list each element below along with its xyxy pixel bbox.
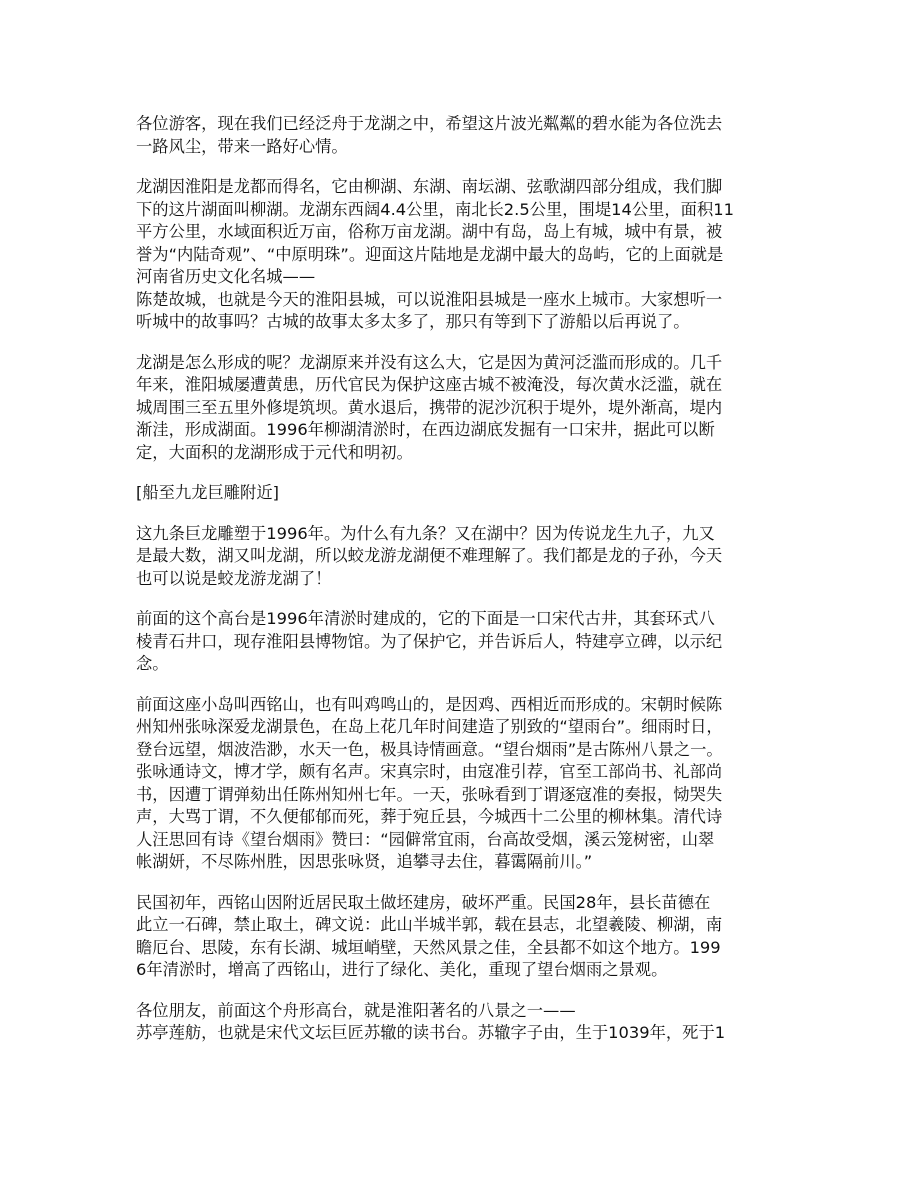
paragraph bbox=[136, 352, 786, 465]
text-line: 登台远望，烟波浩渺，水天一色，极具诗情画意。“望台烟雨”是古陈州八景之一。 bbox=[136, 739, 723, 759]
paragraph bbox=[136, 113, 786, 158]
text-line: 帐湖妍，不尽陈州胜，因思张咏贤，追攀寻去住，暮霭隔前川。” bbox=[136, 852, 593, 871]
paragraph bbox=[136, 608, 786, 676]
text-line: 龙湖是怎么形成的呢？龙湖原来并没有这么大，它是因为黄河泛滥而形成的。几千 bbox=[136, 352, 723, 372]
text-line: 声，大骂丁谓，不久便郁郁而死，葬于宛丘县，今城西十二公里的柳林集。清代诗 bbox=[136, 807, 723, 826]
text-line: 龙湖因淮阳是龙都而得名，它由柳湖、东湖、南坛湖、弦歌湖四部分组成，我们脚 bbox=[136, 177, 723, 196]
text-line: 6年清淤时，增高了西铭山，进行了绿化、美化，重现了望台烟雨之景观。 bbox=[136, 960, 668, 979]
text-line: 书，因遭丁谓弹劾出任陈州知州七年。一天，张咏看到丁谓逐寇准的奏报，恸哭失 bbox=[136, 784, 723, 804]
text-line: 民国初年，西铭山因附近居民取土做坯建房，破坏严重。民国28年，县长苗德在 bbox=[136, 892, 711, 912]
text-line: [船至九龙巨雕附近] bbox=[136, 483, 279, 502]
text-line: 各位朋友，前面这个舟形高台，就是淮阳著名的八景之一—— bbox=[136, 1000, 576, 1020]
text-line: 誉为“内陆奇观”、“中原明珠”。迎面这片陆地是龙湖中最大的岛屿，它的上面就是 bbox=[136, 244, 724, 264]
text-line: 陈楚故城，也就是今天的淮阳县城，可以说淮阳县城是一座水上城市。大家想听一 bbox=[136, 289, 723, 309]
text-line: 各位游客，现在我们已经泛舟于龙湖之中，希望这片波光粼粼的碧水能为各位洗去 bbox=[136, 114, 723, 133]
text-line: 年来，淮阳城屡遭黄患，历代官民为保护这座古城不被淹没，每次黄水泛滥，就在 bbox=[136, 375, 723, 394]
text-line: 此立一石碑，禁止取土，碑文说：此山半城半郭，载在县志，北望羲陵、柳湖，南 bbox=[136, 915, 723, 934]
text-line: 前面的这个高台是1996年清淤时建成的，它的下面是一口宋代古井，其套环式八 bbox=[136, 609, 715, 628]
text-line: 听城中的故事吗？古城的故事太多太多了，那只有等到下了游船以后再说了。 bbox=[136, 312, 690, 331]
text-line: 是最大数，湖又叫龙湖，所以蛟龙游龙湖便不难理解了。我们都是龙的子孙，今天 bbox=[136, 546, 723, 565]
text-line: 定，大面积的龙湖形成于元代和明初。 bbox=[136, 442, 413, 462]
text-line: 这九条巨龙雕塑于1996年。为什么有九条？又在湖中？因为传说龙生九子，九又 bbox=[136, 523, 715, 543]
text-line: 城周围三至五里外修堤筑坝。黄水退后，携带的泥沙沉积于堤外，堤外渐高，堤内 bbox=[136, 397, 723, 417]
paragraph bbox=[136, 523, 786, 591]
paragraph bbox=[136, 694, 786, 874]
text-line: 也可以说是蛟龙游龙湖了！ bbox=[136, 568, 332, 588]
text-line: 念。 bbox=[136, 654, 169, 673]
text-line: 前面这座小岛叫西铭山，也有叫鸡鸣山的，是因鸡、西相近而形成的。宋朝时候陈 bbox=[136, 694, 723, 714]
text-line: 苏亭莲舫，也就是宋代文坛巨匠苏辙的读书台。苏辙字子由，生于1039年，死于1 bbox=[136, 1023, 726, 1042]
text-line: 下的这片湖面叫柳湖。龙湖东西阔4.4公里，南北长2.5公里，围堤14公里，面积11 bbox=[136, 199, 734, 219]
text-line: 平方公里，水域面积近万亩，俗称万亩龙湖。湖中有岛，岛上有城，城中有景，被 bbox=[136, 222, 723, 241]
text-line: 张咏通诗文，博才学，颇有名声。宋真宗时，由寇准引荐，官至工部尚书、礼部尚 bbox=[136, 762, 723, 781]
text-line: 河南省历史文化名城—— bbox=[136, 267, 316, 286]
text-line: 州知州张咏深爱龙湖景色，在岛上花几年时间建造了别致的“望雨台”。细雨时日， bbox=[136, 717, 723, 736]
paragraph bbox=[136, 482, 786, 505]
paragraph bbox=[136, 1000, 786, 1045]
text-line: 瞻厄台、思陵，东有长湖、城垣峭壁，天然风景之佳，全县都不如这个地方。199 bbox=[136, 937, 721, 957]
document-page bbox=[136, 113, 786, 1063]
paragraph bbox=[136, 176, 786, 334]
text-line: 一路风尘，带来一路好心情。 bbox=[136, 136, 348, 156]
text-line: 渐洼，形成湖面。1996年柳湖清淤时，在西边湖底发掘有一口宋井，据此可以断 bbox=[136, 420, 715, 439]
paragraph bbox=[136, 892, 786, 982]
text-line: 棱青石井口，现存淮阳县博物馆。为了保护它，并告诉后人，特建亭立碑，以示纪 bbox=[136, 631, 723, 651]
text-line: 人汪思回有诗《望台烟雨》赞曰：“园僻常宜雨，台高故受烟，溪云笼树密，山翠 bbox=[136, 829, 715, 849]
